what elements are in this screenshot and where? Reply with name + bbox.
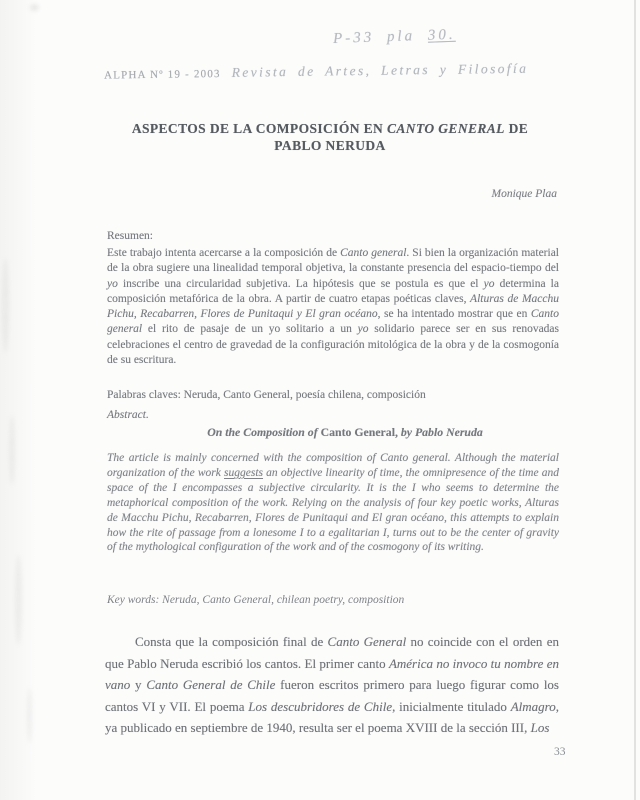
author-name: Monique Plaa	[491, 188, 557, 200]
journal-handwritten-title: Revista de Artes, Letras y Filosofía	[231, 60, 529, 80]
handwritten-note: P-33 pla 30.	[332, 26, 456, 48]
abstract-subtitle: On the Composition of Canto General, by Pablo Neruda	[207, 425, 483, 439]
page-number: 33	[554, 746, 566, 758]
journal-stamp: ALPHA Nº 19 - 2003	[103, 68, 221, 82]
article-title: ASPECTOS DE LA COMPOSICIÓN EN CANTO GENERAL DE PABLO NERUDA	[131, 121, 529, 153]
scan-smudge	[30, 4, 39, 11]
abstract-paragraph: The article is mainly concerned with the composition of Canto general. Although the material organization of the work suggests an objective linearity of time, the omnipresence of the time and space of the I encompasses a subjective circularity. It is the I who seems to determine the metaphorical composition of the work. Relying on the analysis of four key poetic works, Alturas de Macchu Pichu, Recabarren, Flores de Punitaqui and El gran océano, this attempts to explain how the rite of passage from a lonesome I to a egalitarian I, turns out to be the center of gravity of the mythological configuration of the work and of the cosmogony of its writing.	[107, 452, 559, 554]
scan-smudge	[15, 555, 22, 645]
scan-smudge	[2, 258, 9, 353]
abstract-heading: Abstract.	[107, 409, 149, 421]
resumen-heading: Resumen:	[107, 230, 153, 242]
resumen-paragraph: Este trabajo intenta acercarse a la composición de Canto general. Si bien la organización material de la obra sugiere una linealidad temporal objetiva, la constante presencia del espacio-tiempo del yo inscribe una circularidad subjetiva. La hipótesis que se postula es que el yo determina la composición metafórica de la obra. A partir de cuatro etapas poéticas claves, Alturas de Macchu Pichu, Recabarren, Flores de Punitaqui y El gran océano, se ha intentado mostrar que en Canto general el rito de pasaje de un yo solitario a un yo solidario parece ser en sus renovadas celebraciones el centro de gravedad de la configuración mitológica de la obra y de la cosmogonía de su escritura.	[107, 247, 559, 367]
journal-header	[104, 58, 624, 83]
key-words: Key words: Neruda, Canto General, chilean poetry, composition	[107, 594, 405, 606]
page-edge-shadow	[634, 0, 636, 800]
scan-smudge	[27, 688, 32, 743]
body-paragraph: Consta que la composición final de Canto General no coincide con el orden en que Pablo Neruda escribió los cantos. El primer canto América no invoco tu nombre en vano y Canto General de Chile fueron escritos primero para luego figurar como los cantos VI y VII. El poema Los descubridores de Chile, inicialmente titulado Almagro, ya publicado en septiembre de 1940, resulta ser el poema XVIII de la sección III, Los	[105, 634, 559, 736]
scan-smudge	[9, 415, 15, 485]
palabras-claves: Palabras claves: Neruda, Canto General, poesía chilena, composición	[107, 389, 426, 401]
